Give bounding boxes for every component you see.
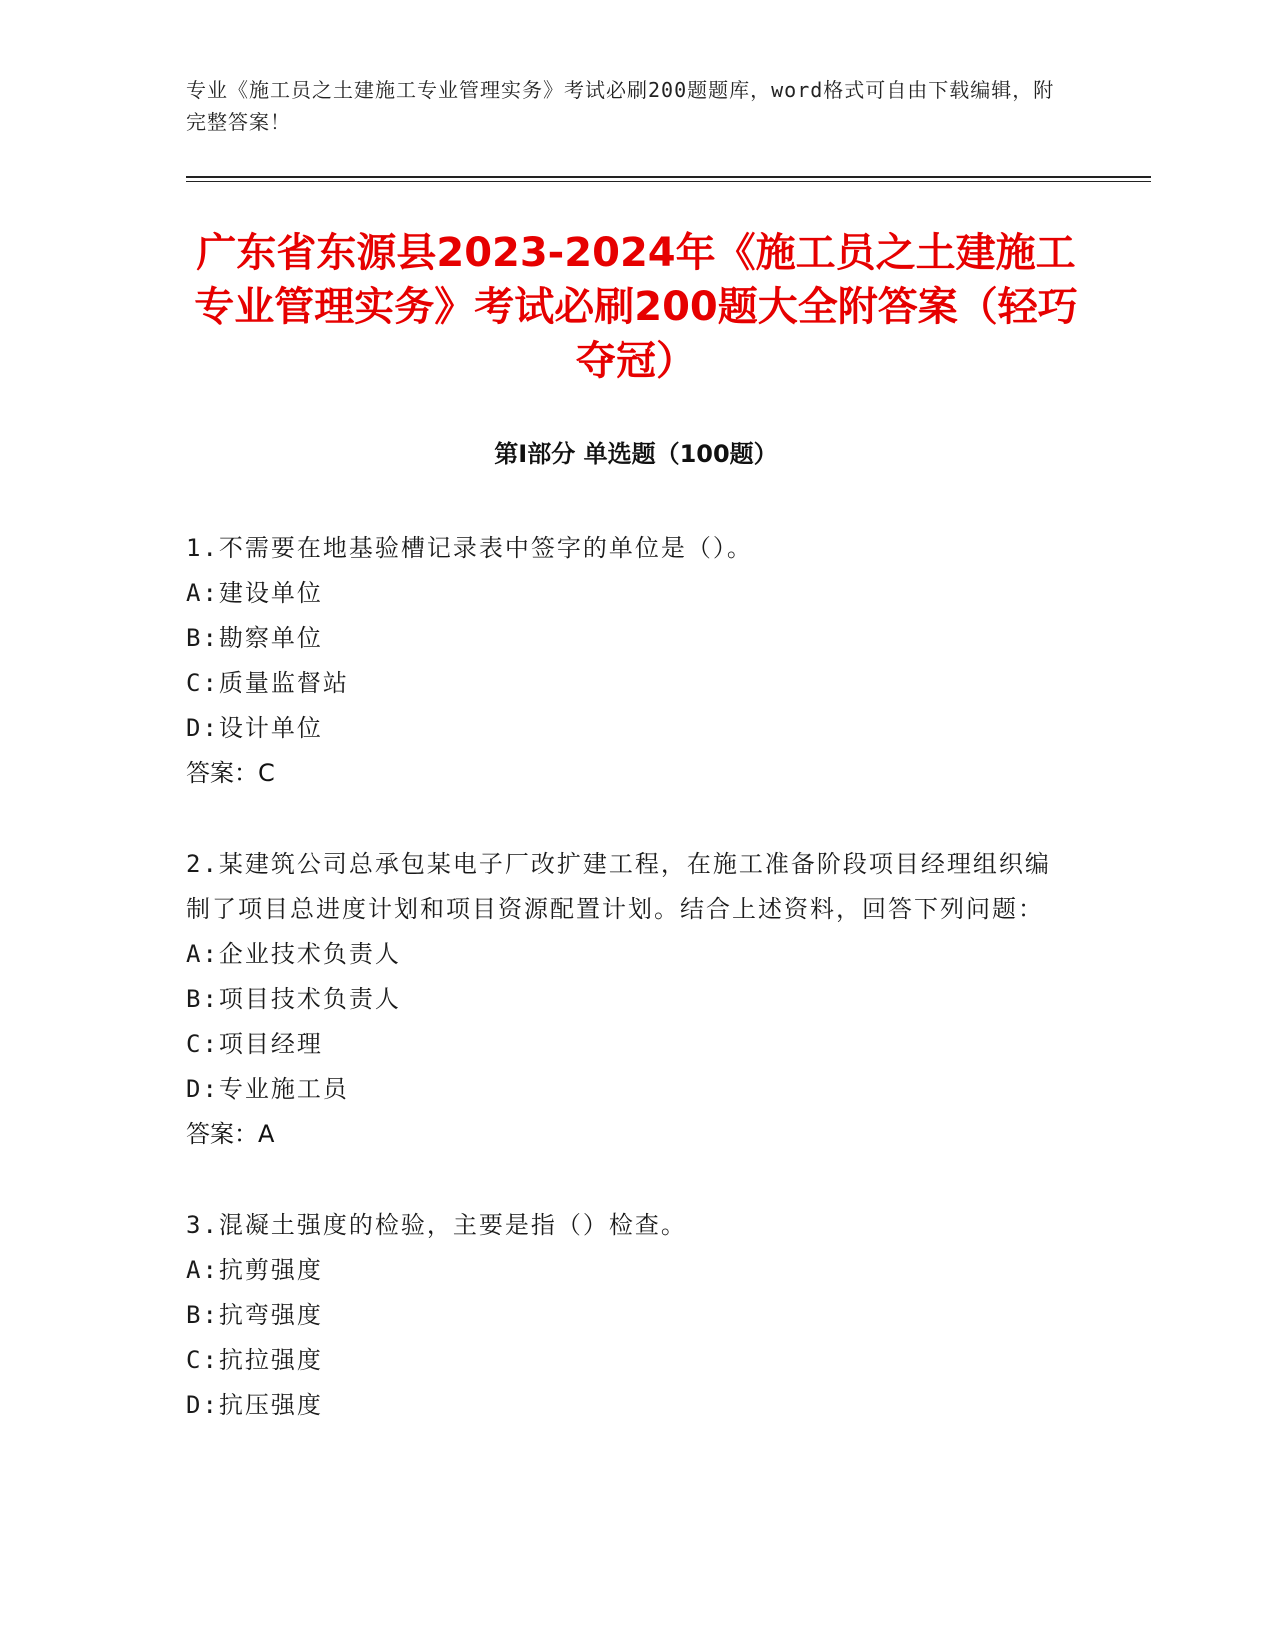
question-list [186, 526, 1066, 1474]
header-divider-thin [186, 181, 1151, 182]
section-heading: 第I部分 单选题（100题） [494, 440, 778, 468]
question-1 [186, 526, 1066, 796]
option-a: A:建设单位 [186, 579, 323, 607]
option-a: A:企业技术负责人 [186, 940, 401, 968]
question-3 [186, 1203, 1066, 1428]
option-c: C:抗拉强度 [186, 1346, 323, 1374]
header-note: 专业《施工员之土建施工专业管理实务》考试必刷200题题库，word格式可自由下载编辑，附完整答案！ [186, 78, 1055, 134]
question-stem: 2.某建筑公司总承包某电子厂改扩建工程，在施工准备阶段项目经理组织编制了项目总进度计划和项目资源配置计划。结合上述资料，回答下列问题： [186, 850, 1051, 923]
option-d: D:设计单位 [186, 714, 323, 742]
header-divider-thick [186, 176, 1151, 178]
question-stem: 1.不需要在地基验槽记录表中签字的单位是（）。 [186, 534, 753, 562]
answer: 答案：A [186, 1120, 275, 1148]
option-d: D:抗压强度 [186, 1391, 323, 1419]
option-b: B:勘察单位 [186, 624, 323, 652]
answer: 答案：C [186, 759, 275, 787]
option-c: C:质量监督站 [186, 669, 349, 697]
option-d: D:专业施工员 [186, 1075, 349, 1103]
question-stem: 3.混凝土强度的检验，主要是指（）检查。 [186, 1211, 687, 1239]
option-c: C:项目经理 [186, 1030, 323, 1058]
option-b: B:抗弯强度 [186, 1301, 323, 1329]
option-a: A:抗剪强度 [186, 1256, 323, 1284]
document-title: 广东省东源县2023-2024年《施工员之土建施工专业管理实务》考试必刷200题大全附答案（轻巧夺冠） [194, 230, 1078, 384]
option-b: B:项目技术负责人 [186, 985, 401, 1013]
question-2 [186, 842, 1066, 1157]
